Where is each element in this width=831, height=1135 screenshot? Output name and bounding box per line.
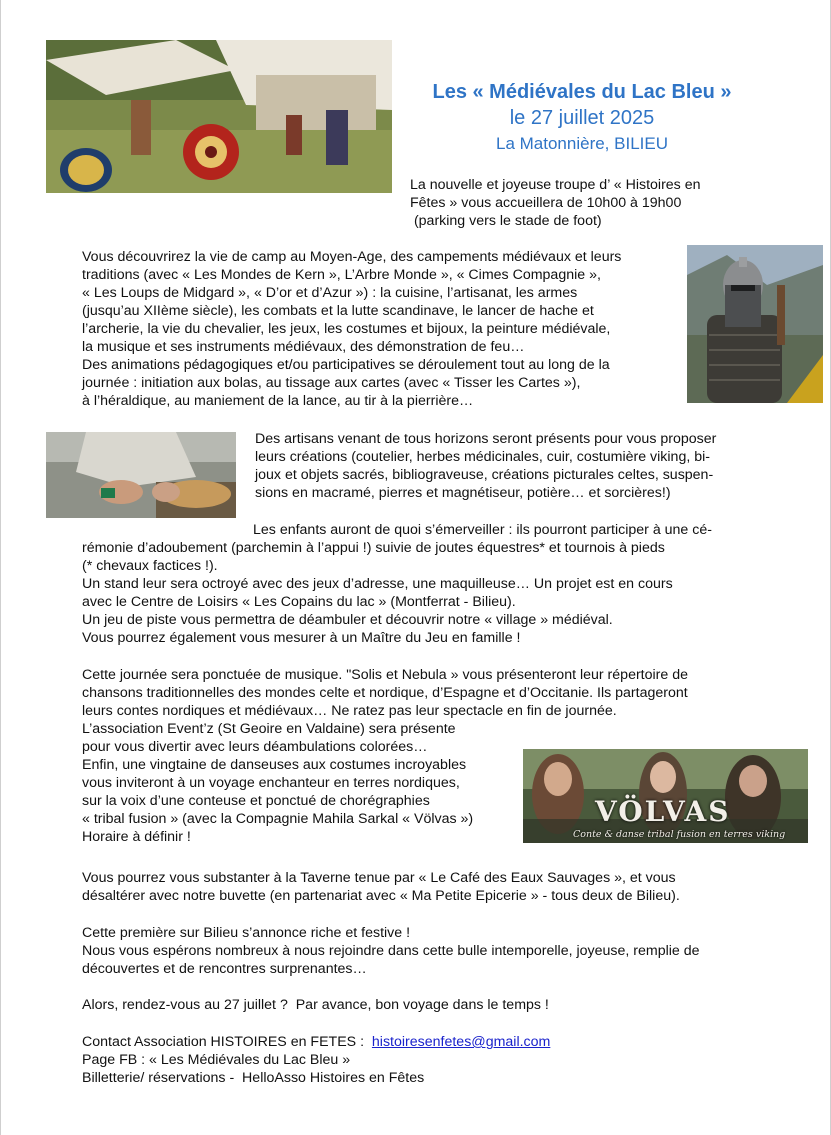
- paragraph-line: « tribal fusion » (avec la Compagnie Mahila Sarkal « Völvas »): [82, 811, 474, 827]
- paragraph-line: L’association Event’z (St Geoire en Valdaine) sera présente: [82, 721, 456, 737]
- contact-line: [82, 1033, 550, 1051]
- paragraph-line: la musique et ses instruments médiévaux, des démonstration de feu…: [82, 339, 525, 355]
- paragraph-line: traditions (avec « Les Mondes de Kern », L’Arbre Monde », « Cimes Compagnie »,: [82, 267, 601, 283]
- intro-line: Fêtes » vous accueillera de 10h00 à 19h00: [410, 195, 682, 211]
- paragraph-line: Vous découvrirez la vie de camp au Moyen-Age, des campements médiévaux et leurs: [82, 249, 622, 265]
- closing-line: Alors, rendez-vous au 27 juillet ? Par avance, bon voyage dans le temps !: [82, 997, 549, 1013]
- paragraph-line: désaltérer avec notre buvette (en partenariat avec « Ma Petite Epicerie » - tous deux de Bilieu).: [82, 888, 680, 904]
- paragraph-line: Des animations pédagogiques et/ou participatives se déroulement tout au long de la: [82, 357, 610, 373]
- paragraph-line: joux et objets sacrés, bibliograveuse, créations picturales celtes, suspen-: [255, 467, 714, 483]
- event-date: le 27 juillet 2025: [509, 107, 655, 129]
- ticketing-line: Billetterie/ réservations - HelloAsso Histoires en Fêtes: [82, 1070, 425, 1086]
- volvas-logo-text: VÖLVAS: [595, 795, 731, 828]
- camp-life-paragraph: [82, 248, 621, 410]
- paragraph-line: Enfin, une vingtaine de danseuses aux costumes incroyables: [82, 757, 467, 773]
- knight-helmet-photo: [687, 245, 823, 403]
- paragraph-line: à l’héraldique, au maniement de la lance, au tir à la pierrière…: [82, 393, 474, 409]
- volvas-tagline: Conte & danse tribal fusion en terres viking: [573, 829, 786, 840]
- contact-email-link[interactable]: histoiresenfetes@gmail.com: [371, 1034, 551, 1050]
- paragraph-line: sur la voix d’une conteuse et ponctué de chorégraphies: [82, 793, 430, 809]
- paragraph-line: rémonie d’adoubement (parchemin à l’appui !) suivie de joutes équestres* et tournois à pieds: [82, 540, 665, 556]
- paragraph-line: Vous pourrez vous substanter à la Taverne tenue par « Le Café des Eaux Sauvages », et vous: [82, 870, 676, 886]
- intro-paragraph: [410, 176, 701, 230]
- paragraph-line: avec le Centre de Loisirs « Les Copains du lac » (Montferrat - Bilieu).: [82, 594, 516, 610]
- paragraph-line: (jusqu’au XIIème siècle), les combats et la lutte scandinave, le lancer de hache et: [82, 303, 594, 319]
- facebook-page-line: Page FB : « Les Médiévales du Lac Bleu »: [82, 1052, 351, 1068]
- paragraph-line: leurs créations (coutelier, herbes médicinales, cuir, costumière viking, bi-: [255, 449, 710, 465]
- paragraph-line: Un jeu de piste vous permettra de déambuler et découvrir notre « village » médiéval.: [82, 612, 613, 628]
- intro-line: (parking vers le stade de foot): [410, 213, 602, 229]
- intro-line: La nouvelle et joyeuse troupe d’ « Histoires en: [410, 177, 701, 193]
- paragraph-line: pour vous divertir avec leurs déambulations colorées…: [82, 739, 428, 755]
- paragraph-line: (* chevaux factices !).: [82, 558, 218, 574]
- artisans-paragraph: [255, 430, 716, 502]
- paragraph-line: l’archerie, la vie du chevalier, les jeux, les costumes et bijoux, la peinture médiévale,: [82, 321, 611, 337]
- paragraph-line: découvertes et de rencontres surprenantes…: [82, 961, 367, 977]
- kids-paragraph: [82, 521, 712, 647]
- paragraph-line: chansons traditionnelles des mondes celte et nordique, d’Espagne et d’Occitanie. Ils partageront: [82, 685, 688, 701]
- paragraph-line: Un stand leur sera octroyé avec des jeux d’adresse, une maquilleuse… Un projet est en cours: [82, 576, 673, 592]
- medieval-camp-photo: [46, 40, 392, 193]
- event-place: La Matonnière, BILIEU: [496, 134, 668, 153]
- paragraph-line: Cette première sur Bilieu s’annonce riche et festive !: [82, 925, 411, 941]
- woodworking-hands-photo: [46, 432, 236, 518]
- event-title: Les « Médiévales du Lac Bleu »: [432, 81, 732, 103]
- paragraph-line: sions en macramé, pierres et magnétiseur, potière… et sorcières!): [255, 485, 671, 501]
- paragraph-line: Nous vous espérons nombreux à nous rejoindre dans cette bulle intemporelle, joyeuse, remplie de: [82, 943, 700, 959]
- paragraph-line: Des artisans venant de tous horizons seront présents pour vous proposer: [255, 431, 717, 447]
- paragraph-line: Les enfants auront de quoi s’émerveiller : ils pourront participer à une cé-: [253, 522, 712, 538]
- paragraph-line: Horaire à définir !: [82, 829, 191, 845]
- paragraph-line: vous inviteront à un voyage enchanteur en terres nordiques,: [82, 775, 460, 791]
- paragraph-line: leurs contes nordiques et médiévaux… Ne ratez pas leur spectacle en fin de journée.: [82, 703, 617, 719]
- paragraph-line: « Les Loups de Midgard », « D’or et d’Azur ») : la cuisine, l’artisanat, les armes: [82, 285, 578, 301]
- tavern-paragraph: [82, 869, 680, 905]
- closing-paragraph: [82, 924, 700, 978]
- contact-block: [82, 1033, 550, 1087]
- music-paragraph: [82, 666, 688, 846]
- paragraph-line: Vous pourrez également vous mesurer à un Maître du Jeu en famille !: [82, 630, 521, 646]
- paragraph-line: journée : initiation aux bolas, au tissage aux cartes (avec « Tisser les Cartes »),: [82, 375, 581, 391]
- contact-label: Contact Association HISTOIRES en FETES :: [82, 1034, 372, 1050]
- paragraph-line: Cette journée sera ponctuée de musique. "Solis et Nebula » vous présenteront leur répertoire de: [82, 667, 689, 683]
